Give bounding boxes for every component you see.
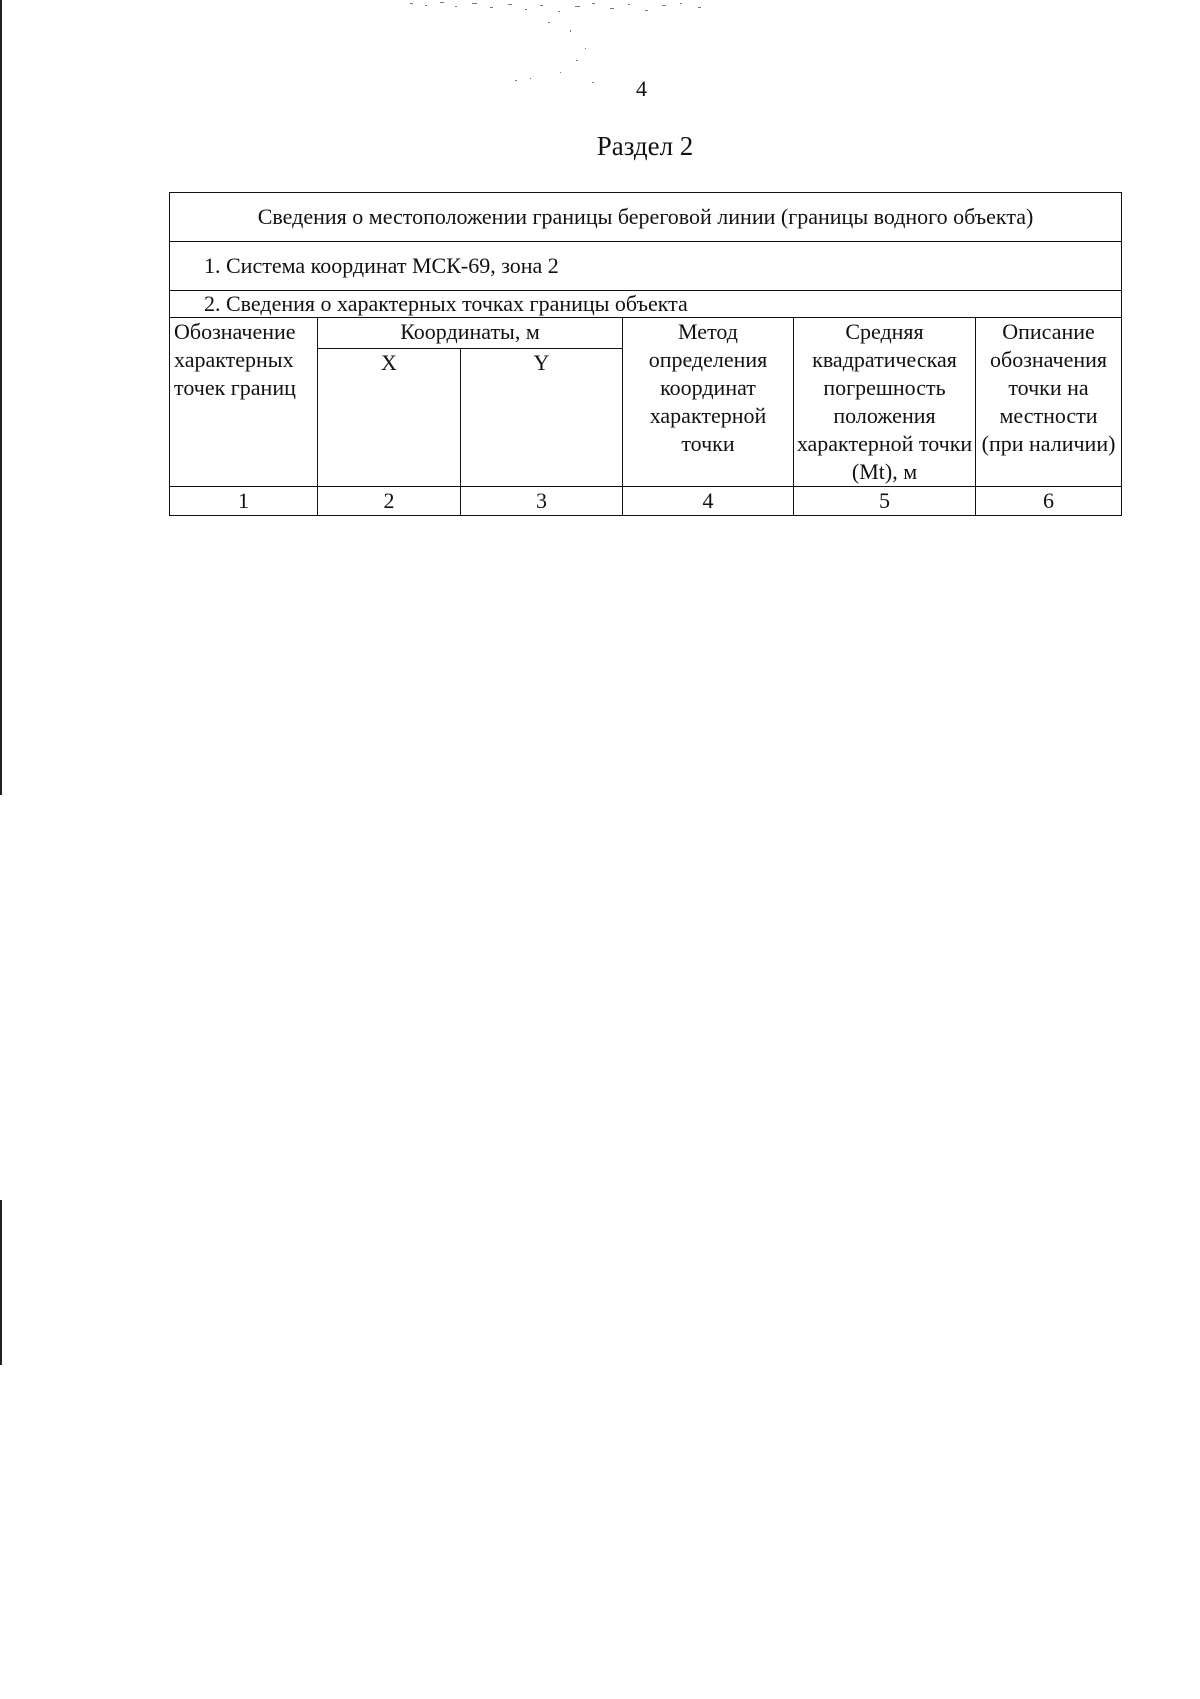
- column-header-y: Y: [461, 348, 623, 486]
- column-number: 2: [318, 487, 461, 516]
- column-header-designation: Обозначение характерных точек границ: [170, 318, 318, 487]
- points-caption-row: [170, 291, 1122, 318]
- column-number: 3: [461, 487, 623, 516]
- scan-edge-mark: [0, 1200, 2, 1365]
- points-caption: 2. Сведения о характерных точках границы объекта: [170, 291, 1122, 318]
- column-numbers-row: [170, 487, 1122, 516]
- column-header-method: Метод определения координат характерной точки: [623, 318, 794, 487]
- table-heading: Сведения о местоположении границы береговой линии (границы водного объекта): [170, 193, 1122, 242]
- column-header-x: X: [318, 348, 461, 486]
- column-number: 1: [170, 487, 318, 516]
- table-heading-row: [170, 193, 1122, 242]
- boundary-points-table: [169, 192, 1122, 516]
- column-header-description: Описание обозначения точки на местности (при наличии): [976, 318, 1122, 487]
- page-number: 4: [636, 76, 647, 101]
- scan-edge-mark: [0, 0, 2, 795]
- column-header-coordinates: Координаты, м: [318, 318, 623, 349]
- column-number: 4: [623, 487, 794, 516]
- coordinate-system-row: [170, 242, 1122, 291]
- column-number: 5: [794, 487, 976, 516]
- column-number: 6: [976, 487, 1122, 516]
- column-header-row: [170, 318, 1122, 349]
- column-header-error: Средняя квадратическая погрешность положения характерной точки (Mt), м: [794, 318, 976, 487]
- scan-noise-speckles: [380, 0, 780, 110]
- coordinate-system: 1. Система координат МСК-69, зона 2: [170, 242, 1122, 291]
- section-title: Раздел 2: [596, 131, 694, 161]
